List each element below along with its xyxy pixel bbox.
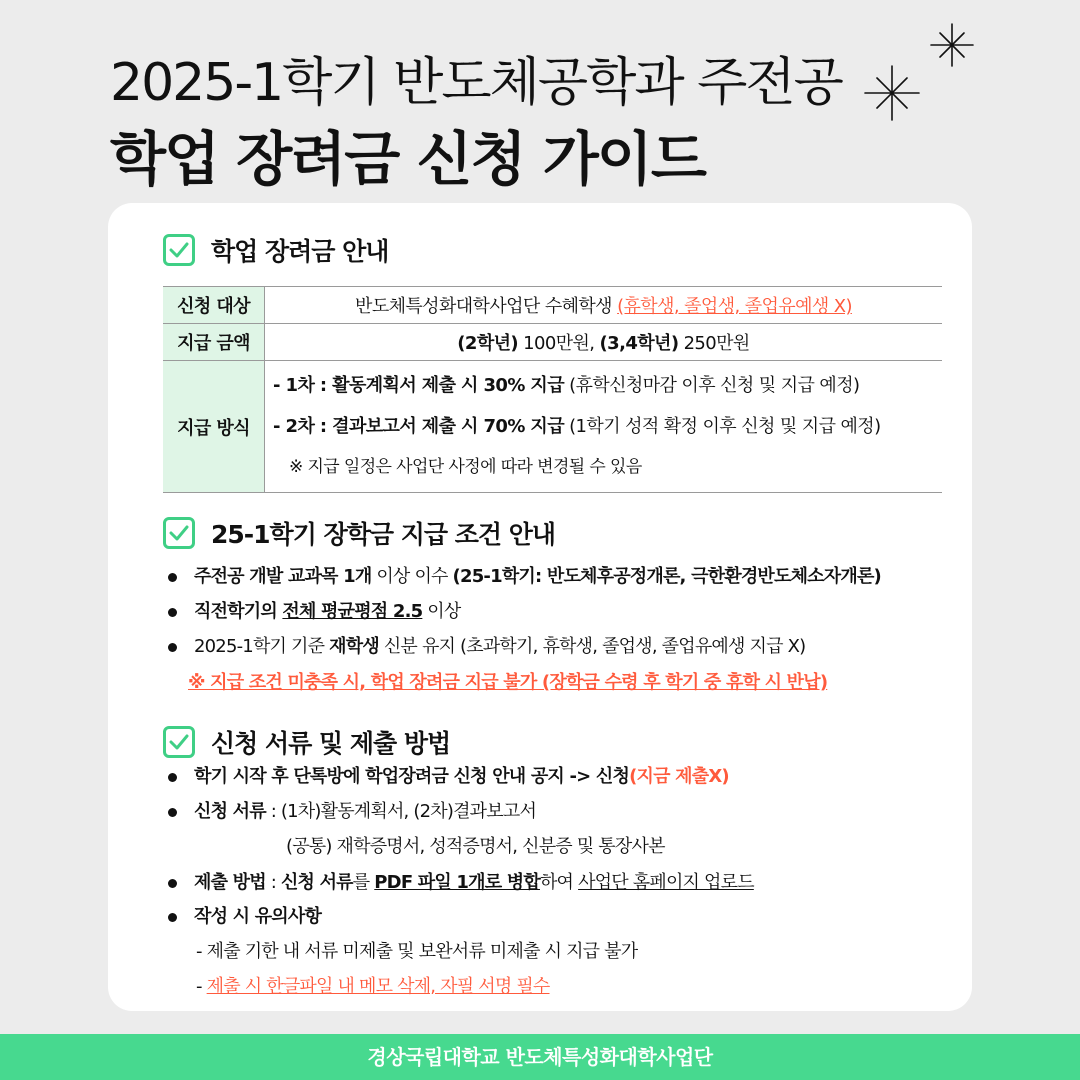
page-title-line1: 2025-1학기 반도체공학과 주전공 [110,53,842,113]
list-item [168,904,321,930]
cond2-rest: 이상 [422,601,461,622]
cond1-bold2: (25-1학기: 반도체후공정개론, 극한환경반도체소자개론) [452,566,881,587]
section-heading-text: 학업 장려금 안내 [211,237,389,266]
doc3-mid2: 하여 [539,872,579,893]
cond2-bold-ul: 전체 평균평점 2.5 [282,601,423,622]
list-item [168,870,754,896]
section-heading-conditions [163,515,555,551]
method-2-rest: (1학기 성적 확정 이후 신청 및 지급 예정) [564,416,881,437]
info-table [163,286,942,493]
doc3-bold2: 신청 서류 [280,872,353,893]
doc3-sep: : [265,872,281,893]
doc2-continuation: (공통) 재학증명서, 성적증명서, 신분증 및 통장사본 [286,836,665,857]
section-heading-text: 25-1학기 장학금 지급 조건 안내 [211,520,556,549]
guide-card [108,203,972,1011]
list-item [168,599,460,625]
row-label-method: 지급 방식 [163,361,265,493]
method-1-bold: - 1차 : 활동계획서 제출 시 30% 지급 [273,375,565,396]
row-label-target: 신청 대상 [163,287,265,324]
page-title-line2: 학업 장려금 신청 가이드 [110,125,705,193]
list-item [168,764,729,790]
method-note: ※ 지급 일정은 사업단 사정에 따라 변경될 수 있음 [289,457,642,477]
cond3-rest: 신분 유지 (초과학기, 휴학생, 졸업생, 졸업유예생 지급 X) [378,636,806,657]
doc4-bold: 작성 시 유의사항 [194,906,322,927]
doc2-bold: 신청 서류 [194,801,266,822]
section-heading-text: 신청 서류 및 제출 방법 [211,729,451,758]
check-box-icon [163,726,195,758]
amount-value34: 250만원 [678,333,750,354]
footer-text: 경상국립대학교 반도체특성화대학사업단 [367,1045,713,1069]
doc1-bold: 학기 시작 후 단톡방에 학업장려금 신청 안내 공지 -> 신청 [194,766,630,787]
cond1-bold: 주전공 개발 교과목 1개 [194,566,372,587]
section-heading-documents [163,724,450,760]
doc3-mid: 를 [352,872,375,893]
cond1-mid: 이상 이수 [371,566,453,587]
list-item [168,799,536,825]
row-value-method [265,361,943,493]
list-item [168,564,881,590]
doc2-rest: : (1차)활동계획서, (2차)결과보고서 [265,801,537,822]
footer-banner [0,1034,1080,1080]
cond3-bold: 재학생 [329,636,379,657]
method-line-1 [273,365,942,406]
note-line-2 [196,974,550,1000]
cond2-bold: 직전학기의 [194,601,283,622]
sparkle-icon [860,18,990,128]
row-label-amount: 지급 금액 [163,324,265,361]
warning-note: ※ 지급 조건 미충족 시, 학업 장려금 지급 불가 (장학금 수령 후 학기 중 휴학 시 반납) [188,672,828,693]
target-exclusion: (휴학생, 졸업생, 졸업유예생 X) [617,296,852,317]
section-heading-info [163,232,388,268]
amount-grade2: (2학년) [457,333,519,354]
amount-value2: 100만원, [518,333,600,354]
table-row [163,361,942,493]
row-value-target [265,287,943,324]
doc3-bold: 제출 방법 [194,872,266,893]
check-box-icon [163,234,195,266]
amount-grade34: (3,4학년) [599,333,679,354]
check-box-icon [163,517,195,549]
table-row [163,324,942,361]
note-line-2-red: 제출 시 한글파일 내 메모 삭제, 자필 서명 필수 [206,976,550,997]
method-line-2 [273,406,942,447]
note-line-1: - 제출 기한 내 서류 미제출 및 보완서류 미제출 시 지급 불가 [196,941,638,962]
method-2-bold: - 2차 : 결과보고서 제출 시 70% 지급 [273,416,565,437]
cond3-pre: 2025-1학기 기준 [194,636,330,657]
method-1-rest: (휴학신청마감 이후 신청 및 지급 예정) [564,375,860,396]
list-item [168,634,805,660]
table-row [163,287,942,324]
doc3-bold-ul: PDF 파일 1개로 병합 [374,872,540,893]
target-value: 반도체특성화대학사업단 수혜학생 [355,296,618,317]
doc3-ul: 사업단 홈페이지 업로드 [578,872,754,893]
note-line-2-prefix: - [196,976,207,997]
doc1-red: (지금 제출X) [629,766,729,787]
row-value-amount [265,324,943,361]
